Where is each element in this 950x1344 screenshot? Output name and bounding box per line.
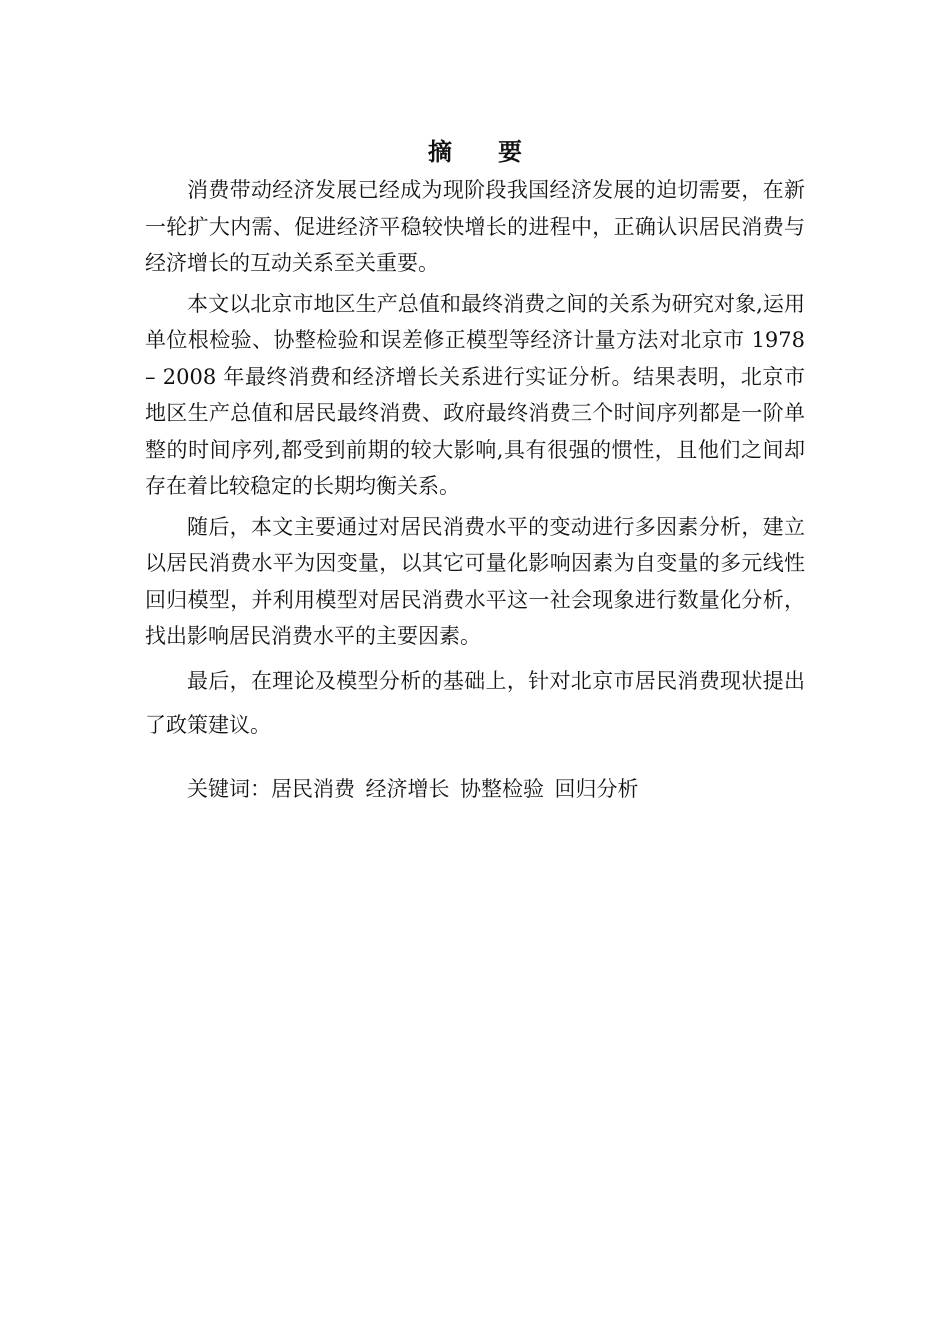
keywords-line bbox=[145, 771, 805, 807]
abstract-title-right: 要 bbox=[498, 137, 522, 166]
abstract-page bbox=[145, 132, 805, 807]
abstract-paragraph-2: 本文以北京市地区生产总值和最终消费之间的关系为研究对象,运用单位根检验、协整检验和误差修正模型等经济计量方法对北京市 1978 – 2008 年最终消费和经济增长关系进行实证分析。结果表明，北京市地区生产总值和居民最终消费、政府最终消费三个时间序列都是一阶单整的时间序列,都受到前期的较大影响,具有很强的惯性，且他们之间却存在着比较稳定的长期均衡关系。 bbox=[145, 291, 805, 498]
abstract-paragraph-1: 消费带动经济发展已经成为现阶段我国经济发展的迫切需要，在新一轮扩大内需、促进经济平稳较快增长的进程中，正确认识居民消费与经济增长的互动关系至关重要。 bbox=[145, 178, 805, 275]
keyword-4: 回归分析 bbox=[554, 776, 639, 801]
keywords-label: 关键词： bbox=[187, 776, 271, 801]
abstract-title bbox=[145, 132, 805, 172]
keyword-1: 居民消费 bbox=[271, 776, 355, 801]
abstract-paragraph-3: 随后，本文主要通过对居民消费水平的变动进行多因素分析，建立以居民消费水平为因变量，以其它可量化影响因素为自变量的多元线性回归模型，并利用模型对居民消费水平这一社会现象进行数量化分析，找出影响居民消费水平的主要因素。 bbox=[145, 514, 805, 648]
keyword-3: 协整检验 bbox=[460, 776, 544, 801]
abstract-paragraph-4: 最后，在理论及模型分析的基础上，针对北京市居民消费现状提出了政策建议。 bbox=[145, 668, 805, 737]
keyword-2: 经济增长 bbox=[365, 776, 450, 801]
abstract-title-left: 摘 bbox=[428, 137, 452, 166]
